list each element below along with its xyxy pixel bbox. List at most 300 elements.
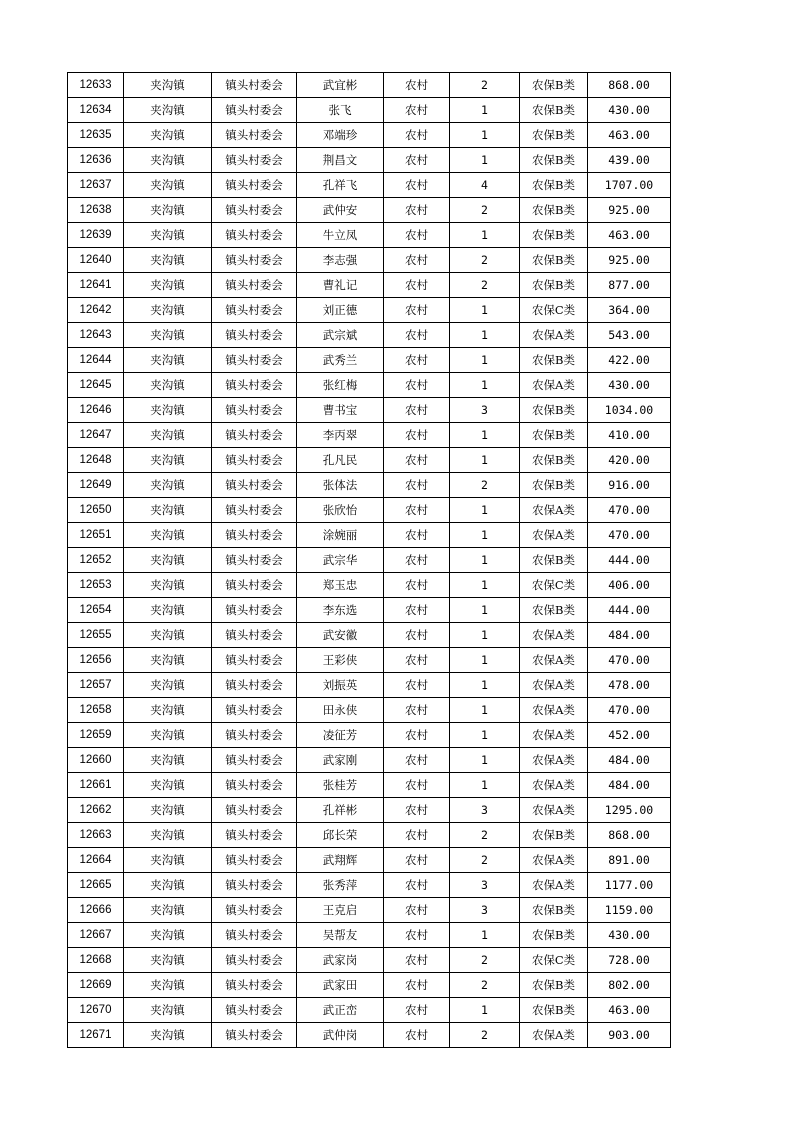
household-head-cell: 武宗华	[297, 548, 384, 573]
record-id-cell: 12666	[68, 898, 124, 923]
record-id-cell: 12662	[68, 798, 124, 823]
town-cell: 夹沟镇	[124, 973, 212, 998]
town-cell: 夹沟镇	[124, 1023, 212, 1048]
village-committee-cell: 镇头村委会	[212, 298, 297, 323]
town-cell: 夹沟镇	[124, 723, 212, 748]
household-head-cell: 田永侠	[297, 698, 384, 723]
record-id-cell: 12644	[68, 348, 124, 373]
amount-cell: 484.00	[588, 748, 671, 773]
area-type-cell: 农村	[384, 448, 450, 473]
table-row	[68, 298, 671, 323]
town-cell: 夹沟镇	[124, 273, 212, 298]
record-id-cell: 12640	[68, 248, 124, 273]
area-type-cell: 农村	[384, 473, 450, 498]
village-committee-cell: 镇头村委会	[212, 348, 297, 373]
village-committee-cell: 镇头村委会	[212, 973, 297, 998]
village-committee-cell: 镇头村委会	[212, 773, 297, 798]
record-id-cell: 12649	[68, 473, 124, 498]
amount-cell: 470.00	[588, 698, 671, 723]
area-type-cell: 农村	[384, 598, 450, 623]
town-cell: 夹沟镇	[124, 623, 212, 648]
town-cell: 夹沟镇	[124, 73, 212, 98]
record-id-cell: 12670	[68, 998, 124, 1023]
amount-cell: 1159.00	[588, 898, 671, 923]
village-committee-cell: 镇头村委会	[212, 323, 297, 348]
record-id-cell: 12635	[68, 123, 124, 148]
insurance-category-cell: 农保B类	[520, 423, 588, 448]
town-cell: 夹沟镇	[124, 348, 212, 373]
amount-cell: 903.00	[588, 1023, 671, 1048]
household-head-cell: 刘振英	[297, 673, 384, 698]
village-committee-cell: 镇头村委会	[212, 698, 297, 723]
amount-cell: 916.00	[588, 473, 671, 498]
household-head-cell: 武正峦	[297, 998, 384, 1023]
household-size-cell: 1	[450, 148, 520, 173]
area-type-cell: 农村	[384, 748, 450, 773]
area-type-cell: 农村	[384, 273, 450, 298]
insurance-category-cell: 农保A类	[520, 773, 588, 798]
area-type-cell: 农村	[384, 223, 450, 248]
area-type-cell: 农村	[384, 323, 450, 348]
household-head-cell: 武仲安	[297, 198, 384, 223]
town-cell: 夹沟镇	[124, 148, 212, 173]
insurance-category-cell: 农保B类	[520, 348, 588, 373]
amount-cell: 543.00	[588, 323, 671, 348]
household-size-cell: 1	[450, 573, 520, 598]
household-head-cell: 李丙翠	[297, 423, 384, 448]
household-head-cell: 武家刚	[297, 748, 384, 773]
area-type-cell: 农村	[384, 548, 450, 573]
record-id-cell: 12653	[68, 573, 124, 598]
village-committee-cell: 镇头村委会	[212, 748, 297, 773]
table-row	[68, 823, 671, 848]
household-size-cell: 1	[450, 548, 520, 573]
table-row	[68, 448, 671, 473]
area-type-cell: 农村	[384, 498, 450, 523]
household-head-cell: 武翔辉	[297, 848, 384, 873]
household-head-cell: 张飞	[297, 98, 384, 123]
amount-cell: 422.00	[588, 348, 671, 373]
village-committee-cell: 镇头村委会	[212, 548, 297, 573]
table-row	[68, 273, 671, 298]
village-committee-cell: 镇头村委会	[212, 498, 297, 523]
village-committee-cell: 镇头村委会	[212, 373, 297, 398]
household-size-cell: 3	[450, 398, 520, 423]
household-head-cell: 李志强	[297, 248, 384, 273]
household-size-cell: 2	[450, 248, 520, 273]
record-id-cell: 12652	[68, 548, 124, 573]
amount-cell: 430.00	[588, 98, 671, 123]
table-row	[68, 198, 671, 223]
amount-cell: 410.00	[588, 423, 671, 448]
table-row	[68, 973, 671, 998]
town-cell: 夹沟镇	[124, 423, 212, 448]
insurance-category-cell: 农保A类	[520, 673, 588, 698]
household-size-cell: 2	[450, 198, 520, 223]
insurance-category-cell: 农保B类	[520, 473, 588, 498]
village-committee-cell: 镇头村委会	[212, 198, 297, 223]
area-type-cell: 农村	[384, 573, 450, 598]
table-row	[68, 398, 671, 423]
area-type-cell: 农村	[384, 773, 450, 798]
amount-cell: 925.00	[588, 248, 671, 273]
village-committee-cell: 镇头村委会	[212, 898, 297, 923]
household-size-cell: 1	[450, 298, 520, 323]
insurance-category-cell: 农保B类	[520, 973, 588, 998]
insurance-category-cell: 农保B类	[520, 998, 588, 1023]
household-head-cell: 凌征芳	[297, 723, 384, 748]
roster-body	[68, 73, 671, 1048]
insurance-category-cell: 农保A类	[520, 623, 588, 648]
household-head-cell: 武秀兰	[297, 348, 384, 373]
household-head-cell: 武宗斌	[297, 323, 384, 348]
area-type-cell: 农村	[384, 723, 450, 748]
amount-cell: 463.00	[588, 223, 671, 248]
amount-cell: 430.00	[588, 923, 671, 948]
village-committee-cell: 镇头村委会	[212, 1023, 297, 1048]
table-row	[68, 673, 671, 698]
area-type-cell: 农村	[384, 823, 450, 848]
record-id-cell: 12659	[68, 723, 124, 748]
table-row	[68, 898, 671, 923]
household-size-cell: 2	[450, 273, 520, 298]
household-size-cell: 1	[450, 598, 520, 623]
area-type-cell: 农村	[384, 948, 450, 973]
record-id-cell: 12646	[68, 398, 124, 423]
amount-cell: 444.00	[588, 598, 671, 623]
insurance-category-cell: 农保A类	[520, 723, 588, 748]
area-type-cell: 农村	[384, 898, 450, 923]
record-id-cell: 12665	[68, 873, 124, 898]
village-committee-cell: 镇头村委会	[212, 648, 297, 673]
household-size-cell: 1	[450, 498, 520, 523]
table-row	[68, 423, 671, 448]
household-size-cell: 1	[450, 373, 520, 398]
household-head-cell: 武家田	[297, 973, 384, 998]
amount-cell: 1034.00	[588, 398, 671, 423]
village-committee-cell: 镇头村委会	[212, 598, 297, 623]
town-cell: 夹沟镇	[124, 473, 212, 498]
amount-cell: 420.00	[588, 448, 671, 473]
table-row	[68, 873, 671, 898]
village-committee-cell: 镇头村委会	[212, 423, 297, 448]
household-size-cell: 1	[450, 448, 520, 473]
amount-cell: 868.00	[588, 823, 671, 848]
household-head-cell: 孔凡民	[297, 448, 384, 473]
household-head-cell: 张体法	[297, 473, 384, 498]
table-row	[68, 473, 671, 498]
household-head-cell: 张红梅	[297, 373, 384, 398]
household-head-cell: 武仲岗	[297, 1023, 384, 1048]
table-row	[68, 948, 671, 973]
household-size-cell: 3	[450, 798, 520, 823]
household-head-cell: 曹礼记	[297, 273, 384, 298]
household-head-cell: 吴帮友	[297, 923, 384, 948]
table-row	[68, 373, 671, 398]
village-committee-cell: 镇头村委会	[212, 223, 297, 248]
household-head-cell: 武宜彬	[297, 73, 384, 98]
household-size-cell: 2	[450, 73, 520, 98]
village-committee-cell: 镇头村委会	[212, 623, 297, 648]
household-size-cell: 1	[450, 673, 520, 698]
table-row	[68, 148, 671, 173]
table-row	[68, 573, 671, 598]
town-cell: 夹沟镇	[124, 773, 212, 798]
amount-cell: 925.00	[588, 198, 671, 223]
town-cell: 夹沟镇	[124, 298, 212, 323]
subsidy-roster-table	[67, 72, 671, 1048]
insurance-category-cell: 农保B类	[520, 98, 588, 123]
village-committee-cell: 镇头村委会	[212, 948, 297, 973]
insurance-category-cell: 农保A类	[520, 798, 588, 823]
insurance-category-cell: 农保A类	[520, 873, 588, 898]
household-head-cell: 曹书宝	[297, 398, 384, 423]
area-type-cell: 农村	[384, 123, 450, 148]
village-committee-cell: 镇头村委会	[212, 398, 297, 423]
village-committee-cell: 镇头村委会	[212, 148, 297, 173]
amount-cell: 478.00	[588, 673, 671, 698]
area-type-cell: 农村	[384, 398, 450, 423]
town-cell: 夹沟镇	[124, 873, 212, 898]
table-row	[68, 698, 671, 723]
town-cell: 夹沟镇	[124, 523, 212, 548]
village-committee-cell: 镇头村委会	[212, 848, 297, 873]
amount-cell: 484.00	[588, 773, 671, 798]
amount-cell: 444.00	[588, 548, 671, 573]
insurance-category-cell: 农保B类	[520, 248, 588, 273]
area-type-cell: 农村	[384, 1023, 450, 1048]
village-committee-cell: 镇头村委会	[212, 73, 297, 98]
record-id-cell: 12643	[68, 323, 124, 348]
household-size-cell: 1	[450, 323, 520, 348]
town-cell: 夹沟镇	[124, 798, 212, 823]
area-type-cell: 农村	[384, 73, 450, 98]
town-cell: 夹沟镇	[124, 898, 212, 923]
household-head-cell: 王克启	[297, 898, 384, 923]
town-cell: 夹沟镇	[124, 198, 212, 223]
town-cell: 夹沟镇	[124, 223, 212, 248]
table-row	[68, 798, 671, 823]
town-cell: 夹沟镇	[124, 323, 212, 348]
area-type-cell: 农村	[384, 998, 450, 1023]
insurance-category-cell: 农保A类	[520, 648, 588, 673]
village-committee-cell: 镇头村委会	[212, 173, 297, 198]
village-committee-cell: 镇头村委会	[212, 873, 297, 898]
insurance-category-cell: 农保B类	[520, 598, 588, 623]
record-id-cell: 12642	[68, 298, 124, 323]
town-cell: 夹沟镇	[124, 748, 212, 773]
insurance-category-cell: 农保A类	[520, 748, 588, 773]
insurance-category-cell: 农保B类	[520, 548, 588, 573]
amount-cell: 802.00	[588, 973, 671, 998]
village-committee-cell: 镇头村委会	[212, 723, 297, 748]
insurance-category-cell: 农保B类	[520, 923, 588, 948]
village-committee-cell: 镇头村委会	[212, 123, 297, 148]
town-cell: 夹沟镇	[124, 698, 212, 723]
amount-cell: 728.00	[588, 948, 671, 973]
record-id-cell: 12638	[68, 198, 124, 223]
amount-cell: 891.00	[588, 848, 671, 873]
household-size-cell: 4	[450, 173, 520, 198]
table-row	[68, 723, 671, 748]
amount-cell: 868.00	[588, 73, 671, 98]
area-type-cell: 农村	[384, 623, 450, 648]
amount-cell: 1177.00	[588, 873, 671, 898]
table-row	[68, 923, 671, 948]
village-committee-cell: 镇头村委会	[212, 798, 297, 823]
area-type-cell: 农村	[384, 798, 450, 823]
area-type-cell: 农村	[384, 298, 450, 323]
amount-cell: 1295.00	[588, 798, 671, 823]
area-type-cell: 农村	[384, 973, 450, 998]
village-committee-cell: 镇头村委会	[212, 273, 297, 298]
record-id-cell: 12645	[68, 373, 124, 398]
table-row	[68, 998, 671, 1023]
household-head-cell: 武安徽	[297, 623, 384, 648]
village-committee-cell: 镇头村委会	[212, 998, 297, 1023]
amount-cell: 364.00	[588, 298, 671, 323]
area-type-cell: 农村	[384, 98, 450, 123]
village-committee-cell: 镇头村委会	[212, 523, 297, 548]
record-id-cell: 12648	[68, 448, 124, 473]
amount-cell: 484.00	[588, 623, 671, 648]
record-id-cell: 12639	[68, 223, 124, 248]
amount-cell: 439.00	[588, 148, 671, 173]
amount-cell: 452.00	[588, 723, 671, 748]
village-committee-cell: 镇头村委会	[212, 98, 297, 123]
table-row	[68, 848, 671, 873]
household-head-cell: 邱长荣	[297, 823, 384, 848]
insurance-category-cell: 农保B类	[520, 223, 588, 248]
area-type-cell: 农村	[384, 248, 450, 273]
town-cell: 夹沟镇	[124, 823, 212, 848]
record-id-cell: 12661	[68, 773, 124, 798]
insurance-category-cell: 农保B类	[520, 148, 588, 173]
insurance-category-cell: 农保C类	[520, 948, 588, 973]
amount-cell: 877.00	[588, 273, 671, 298]
household-head-cell: 孔祥彬	[297, 798, 384, 823]
record-id-cell: 12664	[68, 848, 124, 873]
insurance-category-cell: 农保A类	[520, 698, 588, 723]
table-row	[68, 498, 671, 523]
household-head-cell: 武家岗	[297, 948, 384, 973]
amount-cell: 1707.00	[588, 173, 671, 198]
town-cell: 夹沟镇	[124, 173, 212, 198]
household-size-cell: 1	[450, 423, 520, 448]
village-committee-cell: 镇头村委会	[212, 673, 297, 698]
household-size-cell: 2	[450, 848, 520, 873]
town-cell: 夹沟镇	[124, 123, 212, 148]
village-committee-cell: 镇头村委会	[212, 573, 297, 598]
town-cell: 夹沟镇	[124, 998, 212, 1023]
insurance-category-cell: 农保B类	[520, 448, 588, 473]
household-size-cell: 1	[450, 998, 520, 1023]
household-size-cell: 3	[450, 898, 520, 923]
record-id-cell: 12633	[68, 73, 124, 98]
town-cell: 夹沟镇	[124, 448, 212, 473]
household-size-cell: 3	[450, 873, 520, 898]
record-id-cell: 12641	[68, 273, 124, 298]
household-size-cell: 2	[450, 948, 520, 973]
household-head-cell: 张桂芳	[297, 773, 384, 798]
insurance-category-cell: 农保A类	[520, 523, 588, 548]
area-type-cell: 农村	[384, 173, 450, 198]
table-row	[68, 1023, 671, 1048]
table-row	[68, 123, 671, 148]
record-id-cell: 12656	[68, 648, 124, 673]
town-cell: 夹沟镇	[124, 498, 212, 523]
insurance-category-cell: 农保A类	[520, 498, 588, 523]
household-size-cell: 2	[450, 473, 520, 498]
record-id-cell: 12657	[68, 673, 124, 698]
village-committee-cell: 镇头村委会	[212, 448, 297, 473]
area-type-cell: 农村	[384, 348, 450, 373]
household-head-cell: 牛立凤	[297, 223, 384, 248]
insurance-category-cell: 农保B类	[520, 123, 588, 148]
household-size-cell: 1	[450, 698, 520, 723]
household-size-cell: 2	[450, 1023, 520, 1048]
town-cell: 夹沟镇	[124, 598, 212, 623]
household-size-cell: 1	[450, 223, 520, 248]
household-size-cell: 1	[450, 748, 520, 773]
table-row	[68, 773, 671, 798]
record-id-cell: 12647	[68, 423, 124, 448]
household-head-cell: 张秀萍	[297, 873, 384, 898]
record-id-cell: 12658	[68, 698, 124, 723]
town-cell: 夹沟镇	[124, 948, 212, 973]
table-row	[68, 223, 671, 248]
table-row	[68, 98, 671, 123]
table-row	[68, 598, 671, 623]
town-cell: 夹沟镇	[124, 248, 212, 273]
insurance-category-cell: 农保B类	[520, 173, 588, 198]
insurance-category-cell: 农保B类	[520, 198, 588, 223]
household-size-cell: 1	[450, 723, 520, 748]
table-row	[68, 73, 671, 98]
household-head-cell: 邓端珍	[297, 123, 384, 148]
town-cell: 夹沟镇	[124, 98, 212, 123]
table-row	[68, 323, 671, 348]
record-id-cell: 12671	[68, 1023, 124, 1048]
town-cell: 夹沟镇	[124, 398, 212, 423]
record-id-cell: 12654	[68, 598, 124, 623]
household-size-cell: 1	[450, 123, 520, 148]
area-type-cell: 农村	[384, 198, 450, 223]
table-row	[68, 523, 671, 548]
amount-cell: 470.00	[588, 498, 671, 523]
insurance-category-cell: 农保A类	[520, 848, 588, 873]
household-head-cell: 张欣怡	[297, 498, 384, 523]
record-id-cell: 12667	[68, 923, 124, 948]
record-id-cell: 12655	[68, 623, 124, 648]
household-head-cell: 王彩侠	[297, 648, 384, 673]
village-committee-cell: 镇头村委会	[212, 248, 297, 273]
household-head-cell: 郑玉忠	[297, 573, 384, 598]
amount-cell: 470.00	[588, 648, 671, 673]
village-committee-cell: 镇头村委会	[212, 923, 297, 948]
insurance-category-cell: 农保A类	[520, 323, 588, 348]
amount-cell: 430.00	[588, 373, 671, 398]
insurance-category-cell: 农保B类	[520, 823, 588, 848]
record-id-cell: 12668	[68, 948, 124, 973]
insurance-category-cell: 农保B类	[520, 73, 588, 98]
household-size-cell: 1	[450, 648, 520, 673]
area-type-cell: 农村	[384, 148, 450, 173]
amount-cell: 470.00	[588, 523, 671, 548]
insurance-category-cell: 农保B类	[520, 898, 588, 923]
area-type-cell: 农村	[384, 848, 450, 873]
record-id-cell: 12651	[68, 523, 124, 548]
